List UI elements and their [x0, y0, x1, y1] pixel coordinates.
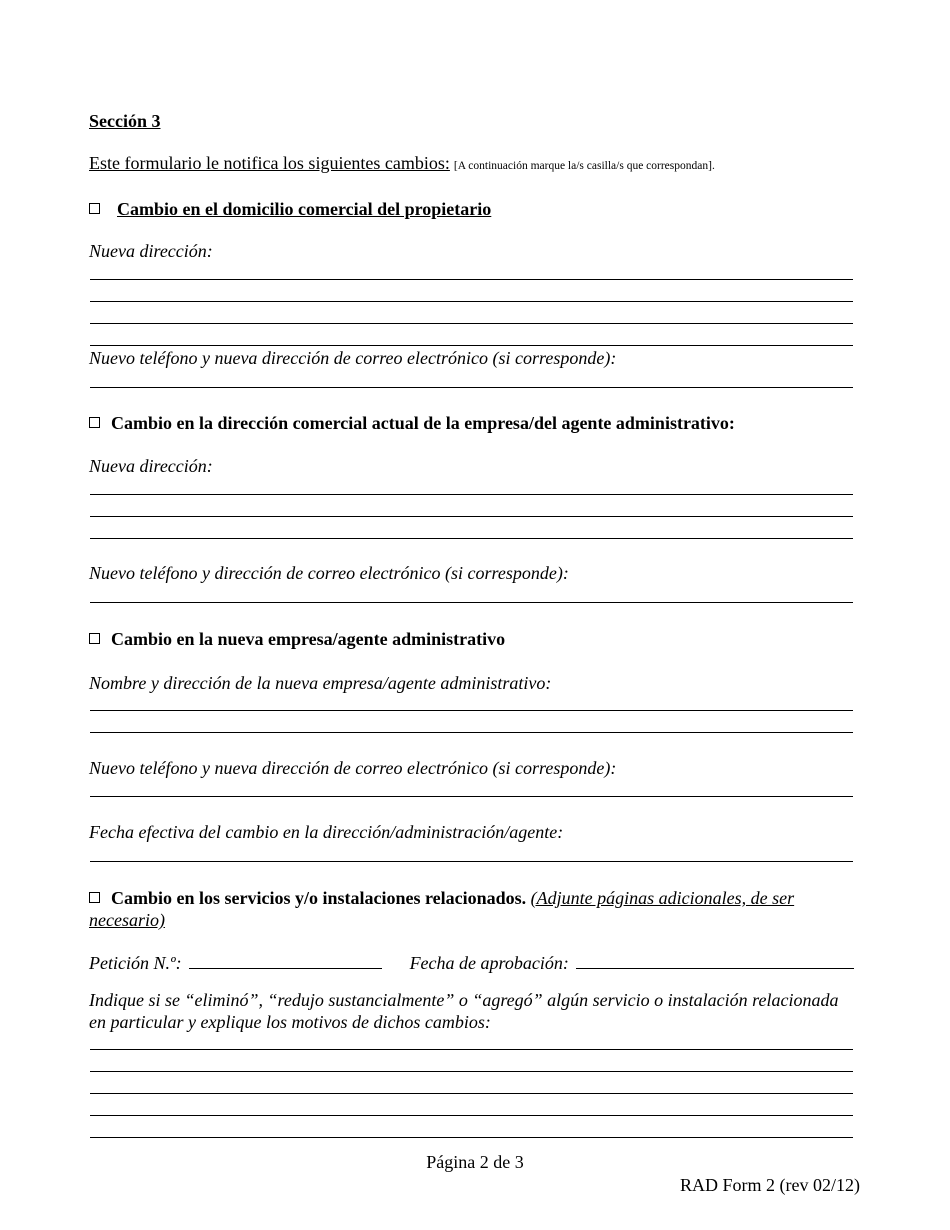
section2-checkbox[interactable]	[89, 417, 100, 428]
section3-name-label: Nombre y dirección de la nueva empresa/agente administrativo:	[89, 673, 552, 693]
section1-contact-line[interactable]	[90, 387, 853, 388]
section3-heading: Cambio en la nueva empresa/agente administrativo	[111, 629, 506, 649]
section3-date-label: Fecha efectiva del cambio en la dirección/administración/agente:	[89, 822, 564, 842]
section1-address-line-3[interactable]	[90, 323, 853, 324]
section3-contact-label: Nuevo teléfono y nueva dirección de correo electrónico (si corresponde):	[89, 758, 617, 778]
section1-contact-label: Nuevo teléfono y nueva dirección de correo electrónico (si corresponde):	[89, 348, 617, 368]
section2-address-line-2[interactable]	[90, 516, 853, 517]
section1-address-line-4[interactable]	[90, 345, 853, 346]
intro-main: Este formulario le notifica los siguientes cambios:	[89, 153, 450, 173]
section1-address-label: Nueva dirección:	[89, 241, 213, 261]
section4-heading: Cambio en los servicios y/o instalaciones relacionados.	[111, 888, 527, 908]
section4-heading-row	[89, 887, 859, 931]
section4-approval-field[interactable]	[576, 954, 854, 969]
intro-text	[89, 153, 715, 174]
section2-address-label: Nueva dirección:	[89, 456, 213, 476]
section4-petition-field[interactable]	[189, 954, 382, 969]
section4-explain-line-3[interactable]	[90, 1093, 853, 1094]
section4-checkbox[interactable]	[89, 892, 100, 903]
section3-name-line-1[interactable]	[90, 710, 853, 711]
section4-explain-label: Indique si se “eliminó”, “redujo sustancialmente” o “agregó” algún servicio o instalación relacionada en particular y explique los motivos de dichos cambios:	[89, 990, 839, 1032]
form-id: RAD Form 2 (rev 02/12)	[680, 1175, 860, 1195]
section3-date-line[interactable]	[90, 861, 853, 862]
section1-checkbox[interactable]	[89, 203, 100, 214]
section4-explain-line-1[interactable]	[90, 1049, 853, 1050]
section2-contact-label: Nuevo teléfono y dirección de correo electrónico (si corresponde):	[89, 563, 569, 583]
section4-petition-label: Petición N.º:	[89, 953, 182, 973]
section4-explain-line-4[interactable]	[90, 1115, 853, 1116]
section3-contact-line[interactable]	[90, 796, 853, 797]
section4-approval-label: Fecha de aprobación:	[409, 953, 569, 973]
section2-contact-line[interactable]	[90, 602, 853, 603]
section2-heading: Cambio en la dirección comercial actual de la empresa/del agente administrativo:	[111, 413, 735, 433]
section4-explain-line-5[interactable]	[90, 1137, 853, 1138]
section3-heading-row	[89, 629, 505, 650]
section4-explain-line-2[interactable]	[90, 1071, 853, 1072]
section-title: Sección 3	[89, 111, 161, 131]
section2-address-line-1[interactable]	[90, 494, 853, 495]
section4-petition-row	[89, 953, 854, 974]
page-number: Página 2 de 3	[426, 1152, 524, 1172]
section2-heading-row	[89, 413, 735, 434]
section1-heading: Cambio en el domicilio comercial del propietario	[117, 199, 492, 219]
section3-checkbox[interactable]	[89, 633, 100, 644]
section2-address-line-3[interactable]	[90, 538, 853, 539]
section1-heading-row	[89, 199, 491, 220]
section3-name-line-2[interactable]	[90, 732, 853, 733]
section4-note: (Adjunte páginas adicionales, de ser necesario)	[89, 888, 795, 930]
section1-address-line-1[interactable]	[90, 279, 853, 280]
section1-address-line-2[interactable]	[90, 301, 853, 302]
intro-note: [A continuación marque la/s casilla/s que correspondan].	[453, 160, 715, 172]
